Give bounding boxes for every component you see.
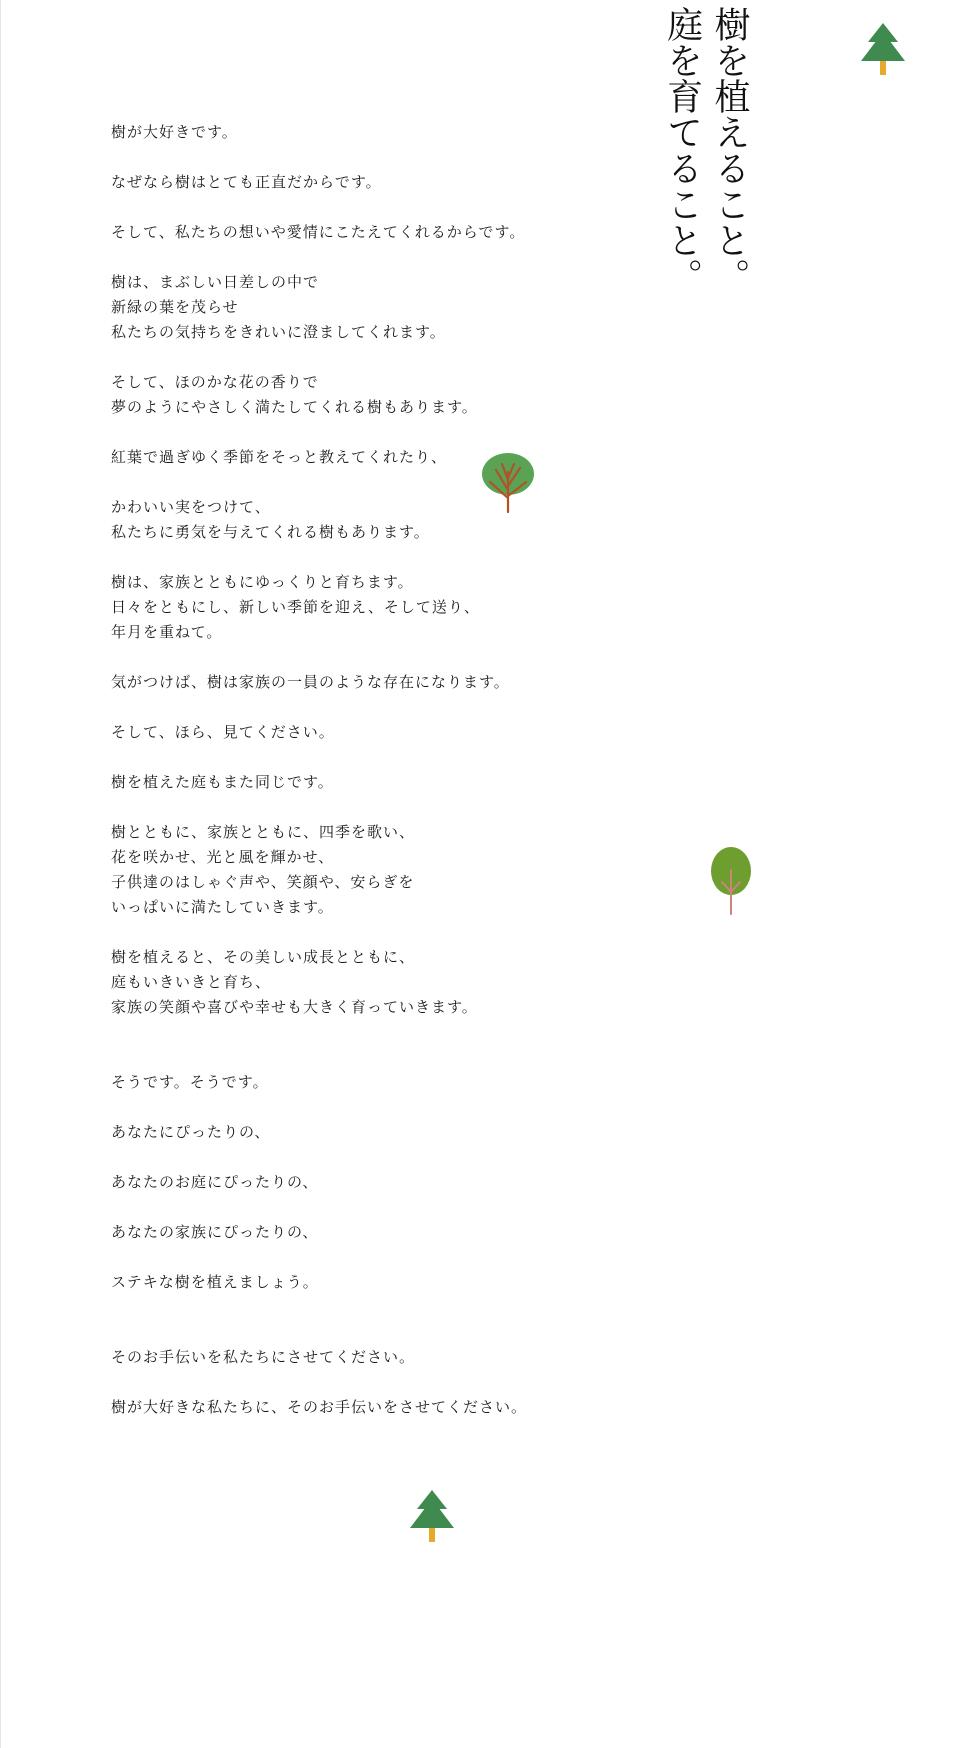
paragraph xyxy=(111,820,671,920)
text-line: 子供達のはしゃぐ声や、笑顔や、安らぎを xyxy=(111,873,415,891)
text-line: 私たちの気持ちをきれいに澄ましてくれます。 xyxy=(111,323,446,341)
text-line: 私たちに勇気を与えてくれる樹もあります。 xyxy=(111,523,430,541)
pine-tree-icon xyxy=(858,22,908,77)
text-line: あなたにぴったりの、 xyxy=(111,1123,271,1141)
oval-tree-icon xyxy=(710,846,752,916)
text-line: 紅葉で過ぎゆく季節をそっと教えてくれたり、 xyxy=(111,448,448,466)
text-line: 樹を植えると、その美しい成長とともに、 xyxy=(111,948,416,966)
text-line: 気がつけば、樹は家族の一員のような存在になります。 xyxy=(111,673,510,691)
paragraph xyxy=(111,370,671,420)
paragraph xyxy=(111,445,671,470)
paragraph xyxy=(111,270,671,345)
text-line: 新緑の葉を茂らせ xyxy=(111,298,239,316)
text-line: 樹は、家族とともにゆっくりと育ちます。 xyxy=(111,573,414,591)
text-line: 樹とともに、家族とともに、四季を歌い、 xyxy=(111,823,416,841)
text-line: 樹は、まぶしい日差しの中で xyxy=(111,273,320,291)
text-line: 家族の笑顔や喜びや幸せも大きく育っていきます。 xyxy=(111,998,478,1016)
paragraph xyxy=(111,1395,671,1420)
paragraph xyxy=(111,720,671,745)
text-line: そして、ほのかな花の香りで xyxy=(111,373,319,391)
paragraph xyxy=(111,120,671,145)
poem-body xyxy=(111,120,671,1445)
title-line-2: 庭を育てること。 xyxy=(661,6,703,294)
paragraph xyxy=(111,1120,671,1145)
text-line: なぜなら樹はとても正直だからです。 xyxy=(111,173,382,191)
page-title xyxy=(661,6,750,294)
title-line-1: 樹を植えること。 xyxy=(709,6,750,294)
text-line: かわいい実をつけて、 xyxy=(111,498,271,516)
text-line: 花を咲かせ、光と風を輝かせ、 xyxy=(111,848,335,866)
text-line: そのお手伝いを私たちにさせてください。 xyxy=(111,1348,416,1366)
text-line: そして、ほら、見てください。 xyxy=(111,723,335,741)
text-line: そして、私たちの想いや愛情にこたえてくれるからです。 xyxy=(111,223,526,241)
paragraph xyxy=(111,1220,671,1245)
text-line: そうです。そうです。 xyxy=(111,1073,269,1091)
text-line: 庭もいきいきと育ち、 xyxy=(111,973,272,991)
text-line: 樹を植えた庭もまた同じです。 xyxy=(111,773,334,791)
text-line: 日々をともにし、新しい季節を迎え、そして送り、 xyxy=(111,598,480,616)
text-line: 樹が大好きな私たちに、そのお手伝いをさせてください。 xyxy=(111,1398,528,1416)
paragraph xyxy=(111,1345,671,1370)
text-line: 樹が大好きです。 xyxy=(111,123,238,141)
paragraph xyxy=(111,170,671,195)
text-line: あなたのお庭にぴったりの、 xyxy=(111,1173,319,1191)
text-line: 夢のようにやさしく満たしてくれる樹もあります。 xyxy=(111,398,478,416)
text-line: いっぱいに満たしていきます。 xyxy=(111,898,334,916)
paragraph xyxy=(111,1270,671,1295)
paragraph xyxy=(111,945,671,1020)
paragraph xyxy=(111,570,671,645)
paragraph xyxy=(111,220,671,245)
pine-tree-icon xyxy=(407,1489,457,1544)
text-line: ステキな樹を植えましょう。 xyxy=(111,1273,319,1291)
paragraph xyxy=(111,1070,671,1095)
page-left-border xyxy=(0,0,1,1748)
paragraph xyxy=(111,1170,671,1195)
paragraph xyxy=(111,495,671,545)
paragraph xyxy=(111,770,671,795)
paragraph xyxy=(111,670,671,695)
text-line: 年月を重ねて。 xyxy=(111,623,223,641)
text-line: あなたの家族にぴったりの、 xyxy=(111,1223,319,1241)
